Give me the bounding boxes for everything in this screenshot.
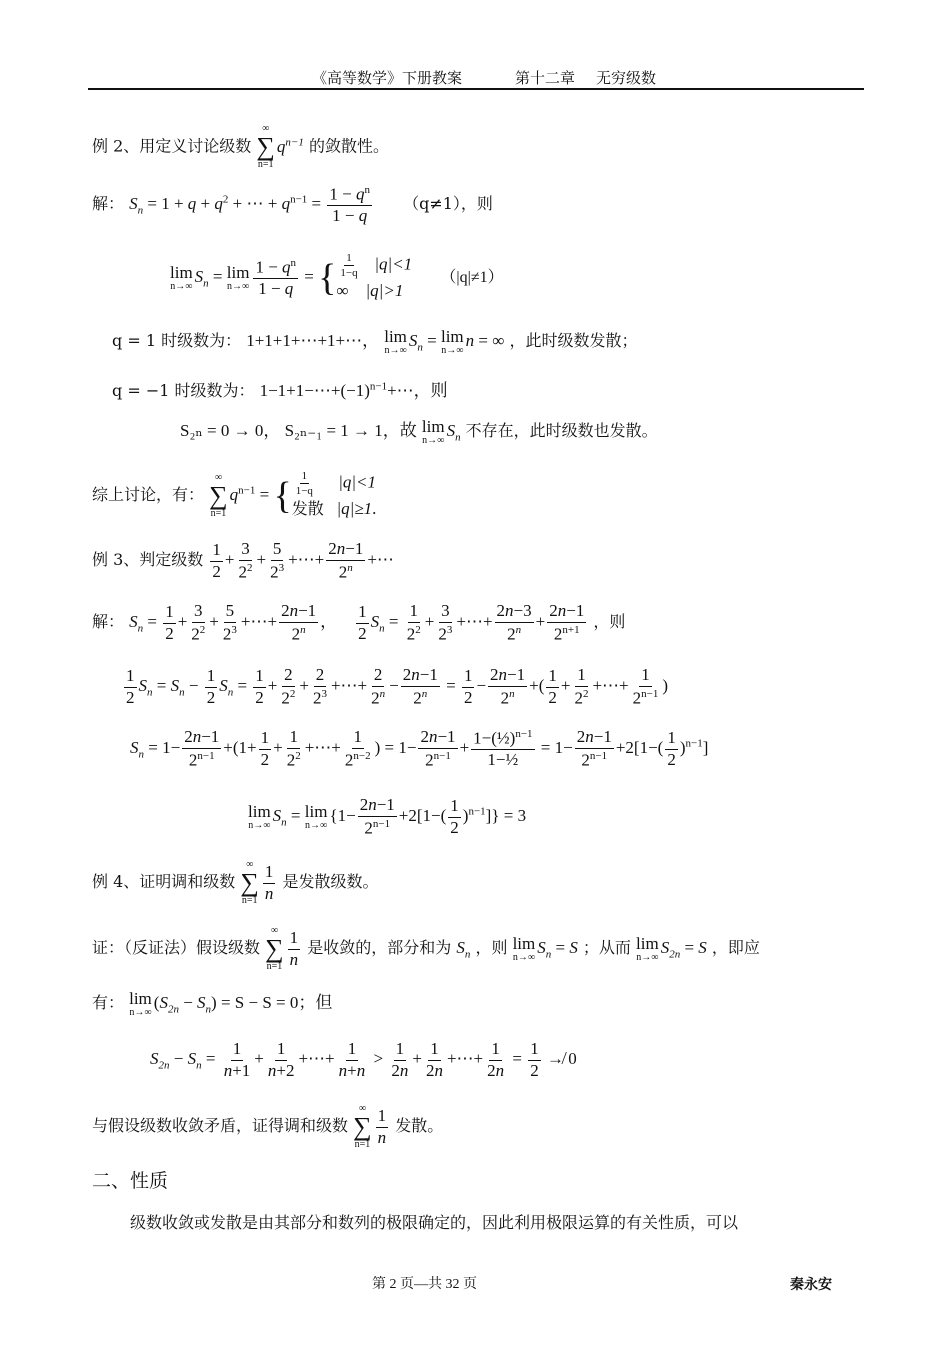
case-inf: ∞	[336, 281, 349, 301]
q1-suffix: ，此时级数发散；	[509, 331, 638, 350]
line2-prefix: 有：	[92, 993, 125, 1012]
case-ge1: |q|≥1	[336, 499, 373, 519]
ex2-q1-line: q = 1 时级数为： 1+1+1+⋯+1+⋯， lim n→∞ $S_n$ = lim n→∞ n = ∞ ，此时级数发散；	[112, 326, 638, 356]
ex2-qm1-line: q = −1 时级数为： $1-1+1-\cdots+(-1)^{n-1}+\cdots$，则	[112, 380, 448, 400]
ex3-intro: 例 3、判定级数	[92, 549, 204, 569]
proof-mid2: ，则	[475, 937, 508, 957]
sum-symbol: ∞ ∑ n=1	[256, 123, 275, 170]
ex3-sol-line2: $\frac{1}{2}$ $S_n = S_n$ − $\frac{1}{2}$ $S_n$ = $\frac{1}{2}$ + $\frac{2}{2^2}$ + $\frac{2}{2^3}$ +⋯+ $\frac{2}{2^n}$ − $\frac{2n-1}{2^n}$ = $\frac{1}{2}$ − $\frac{2n-1}{2^n}$ +( $\frac{1}{2}$ + $\frac{1}{2^2}$ +⋯+ $\frac{1}{2^{n-1}}$ )	[126, 665, 669, 708]
ex2-limit: lim n→∞ $S_n$ = lim n→∞ $\frac{1 - q^n}{1 - q}$ = { $\frac{1}{1-q}$ |q|<1 ∞ |q|>1 （|q|≠1）	[170, 252, 504, 301]
proof-prefix: 证：（反证法）假设级数	[92, 937, 261, 957]
ex3-then: ，则	[593, 611, 626, 631]
ex4-suffix: 是发散级数。	[282, 871, 379, 891]
q1-prefix: q = 1 时级数为：	[112, 331, 242, 350]
ex4-prefix: 例 4、证明调和级数	[92, 871, 236, 891]
ex3-sol-line3: $S_n = 1-$ $\frac{2n-1}{2^{n-1}}$ +(1+ $\frac{1}{2}$ + $\frac{1}{2^2}$ +⋯+ $\frac{1}{2^{n-2}}$ ) = 1− $\frac{2n-1}{2^{n-1}}$ + $\frac{1-(\frac{1}{2})^{n-1}}{\text{1−½}}$ = 1− $\frac{2n-1}{2^{n-1}}$ +2[1−( $\frac{1}{2}$ )$^{n-1}$]	[130, 727, 709, 770]
conclusion-suffix: 发散。	[395, 1115, 444, 1135]
ex4-inequality: $S_{2n} - S_n$ = $\frac{1}{n+1}$ + $\frac{1}{n+2}$ +⋯+ $\frac{1}{n+n}$ > $\frac{1}{2n}$ + $\frac{1}{2n}$ +⋯+ $\frac{1}{2n}$ = $\frac{1}{2}$ ↛ 0	[150, 1039, 577, 1080]
ex3-sol-line1: 解： $S_n$ = $\frac{1}{2}$ + $\frac{3}{2^2}$ + $\frac{5}{2^3}$ +⋯+ $\frac{2n-1}{2^n}$ ， $\frac{1}{2}$ $S_n$ = $\frac{1}{2^2}$ + $\frac{3}{2^3}$ +⋯+ $\frac{2n-3}{2^n}$ + $\frac{2n-1}{2^{n+1}}$ ，则	[92, 601, 626, 644]
ex2-prefix: 例 2、用定义讨论级数	[92, 136, 252, 156]
ex4-conclusion: 与假设级数收敛矛盾，证得调和级数 ∞ ∑ n=1 $\frac{1}{n}$ 发散。	[92, 1103, 444, 1150]
diverge-label: 发散	[291, 501, 324, 519]
ex2-summary: 综上讨论，有： ∞ ∑ n=1 $q^{n-1}$ = { $\frac{1}{1-q}$ |q|<1 发散 |q|≥1.	[92, 470, 377, 519]
lim-cond: （|q|≠1）	[440, 268, 504, 286]
proof-mid3: ；从而	[582, 937, 631, 957]
header-chapter: 第十二章	[515, 71, 576, 87]
ex2-solution-line: 解： $S_n = 1 + q + q^2$ + ⋯ + $q^{n-1}$ = $\frac{1 - q^n}{1 - q}$ （q≠1），则	[92, 184, 493, 226]
example2-intro: 例 2、用定义讨论级数 ∞ ∑ n=1 $q^{n-1}$ 的敛散性。	[92, 123, 389, 170]
header-left: 《高等数学》下册教案	[312, 71, 463, 87]
header-rule	[88, 88, 864, 90]
ex2-cond: （q≠1），则	[403, 193, 493, 213]
summary-prefix: 综上讨论，有：	[92, 484, 205, 504]
section-title: 二、性质	[92, 1170, 169, 1192]
example4-intro: 例 4、证明调和级数 ∞ ∑ n=1 $\frac{1}{n}$ 是发散级数。	[92, 859, 379, 906]
section-paragraph: 级数收敛或发散是由其部分和数列的极限确定的，因此利用极限运算的有关性质，可以	[130, 1213, 739, 1232]
ex2-suffix: 的敛散性。	[308, 136, 389, 156]
case-gt1: |q|>1	[365, 281, 404, 301]
conclusion-prefix: 与假设级数收敛矛盾，证得调和级数	[92, 1115, 349, 1135]
ex4-proof-line2: 有： lim n→∞ $(S_{2n} - S_n) = S - S = 0$；但	[92, 988, 333, 1018]
footer-page: 第 2 页—共 32 页	[372, 1277, 477, 1292]
ex3-result: lim n→∞ $S_n$ = lim n→∞ {1− $\frac{2n-1}{2^{n-1}}$ +2[1−( $\frac{1}{2}$ )$^{n-1}$]} = 3	[248, 795, 527, 838]
sol-label: 解：	[92, 193, 125, 213]
proof-mid: 是收敛的，部分和为	[307, 937, 452, 957]
footer-author: 秦永安	[790, 1277, 832, 1293]
ex3-result-value: = 3	[503, 805, 527, 825]
case-lt1: |q|<1	[374, 254, 413, 274]
header-title: 无穷级数	[596, 71, 657, 87]
qm1-series: 1−1+1−⋯+(−1)	[259, 381, 370, 400]
proof-end: ，即应	[711, 937, 760, 957]
ex2-s2n-line: S₂ₙ = 0 → 0， S₂ₙ₋₁ = 1 → 1，故 lim n→∞ $S_n$ 不存在，此时级数也发散。	[180, 416, 658, 446]
s2n-text: S₂ₙ = 0 → 0， S₂ₙ₋₁ = 1 → 1，故	[180, 421, 417, 440]
qm1-tail: +⋯，则	[387, 381, 448, 400]
q1-series: 1+1+1+⋯+1+⋯，	[246, 331, 380, 350]
ex4-proof-line1: 证：（反证法）假设级数 ∞ ∑ n=1 $\frac{1}{n}$ 是收敛的，部分和为 $S_n$ ，则 lim n→∞ $S_n = S$ ；从而 lim n→∞ $S_{2n} = S$ ，即应	[92, 925, 760, 972]
s2n-suffix: 不存在，此时级数也发散。	[465, 421, 658, 440]
ex3-sol-label: 解：	[92, 611, 125, 631]
line2-mid: = S − S = 0；但	[220, 993, 333, 1012]
example3-intro: 例 3、判定级数 $\frac{1}{2}$ + $\frac{3}{2^2}$ + $\frac{5}{2^3}$ +⋯+ $\frac{2n-1}{2^n}$ +⋯	[92, 539, 394, 582]
qm1-prefix: q = −1 时级数为：	[112, 381, 255, 400]
